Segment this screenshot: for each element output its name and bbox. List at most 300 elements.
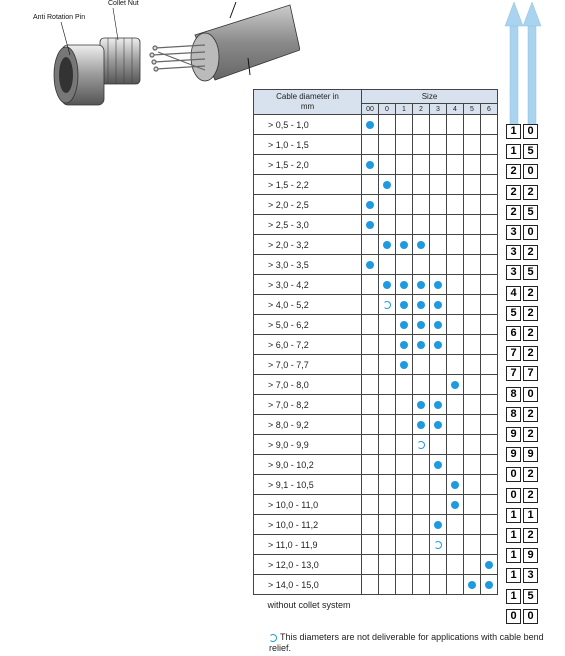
size-cell [413,335,430,355]
size-cell [396,255,413,275]
size-cell [396,575,413,595]
header-cable-diameter: Cable diameter in mm [254,90,362,115]
size-cell [379,115,396,135]
code-digit: 7 [523,366,538,381]
size-cell [430,575,447,595]
size-cell [481,475,498,495]
size-cell [464,135,481,155]
size-header-3: 3 [430,104,447,115]
dot-icon [485,581,493,589]
size-cell [362,555,379,575]
size-cell [413,255,430,275]
dot-icon [434,421,442,429]
size-cell [464,355,481,375]
dot-icon [451,481,459,489]
table-row [254,415,498,435]
code-digit: 0 [523,164,538,179]
diameter-cell: > 9,0 - 10,2 [254,455,362,475]
size-cell [430,355,447,375]
size-cell [413,495,430,515]
size-cell [447,115,464,135]
size-cell [481,435,498,455]
size-header-00: 00 [362,104,379,115]
size-cell [447,215,464,235]
size-cell [447,315,464,335]
code-digit: 5 [506,306,521,321]
size-cell [481,135,498,155]
size-cell [396,395,413,415]
code-digit: 1 [506,144,521,159]
size-cell [396,135,413,155]
size-header-2: 2 [413,104,430,115]
size-cell [447,175,464,195]
code-box [506,306,540,321]
size-cell [413,415,430,435]
size-cell [396,175,413,195]
size-cell [447,535,464,555]
size-cell [430,135,447,155]
table-row [254,475,498,495]
size-header-0: 0 [379,104,396,115]
size-cell [447,255,464,275]
cable-diameter-table [253,89,498,614]
size-cell [481,255,498,275]
up-arrows-icon [503,0,545,125]
dot-icon [434,281,442,289]
code-digit: 9 [506,447,521,462]
dot-icon [383,281,391,289]
size-cell [430,255,447,275]
size-cell [413,535,430,555]
diameter-cell: > 11,0 - 11,9 [254,535,362,555]
size-cell [481,555,498,575]
size-cell [464,395,481,415]
diameter-cell: > 6,0 - 7,2 [254,335,362,355]
code-box [506,286,540,301]
code-digit: 0 [523,609,538,624]
size-cell [362,535,379,555]
size-cell [413,135,430,155]
size-cell [447,455,464,475]
size-cell [481,535,498,555]
size-cell [379,495,396,515]
dot-icon [434,301,442,309]
size-cell [362,215,379,235]
size-cell [481,115,498,135]
size-cell [430,275,447,295]
without-collet-label: without collet system [267,599,351,610]
size-cell [464,175,481,195]
size-cell [413,155,430,175]
size-cell [362,375,379,395]
diameter-cell: > 2,5 - 3,0 [254,215,362,235]
table-row [254,175,498,195]
size-cell [430,375,447,395]
size-cell [413,195,430,215]
size-cell [430,535,447,555]
size-cell [396,475,413,495]
size-cell [464,435,481,455]
diameter-cell: > 2,0 - 3,2 [254,235,362,255]
table-row [254,295,498,315]
code-box [506,528,540,543]
size-cell [362,115,379,135]
size-cell [379,315,396,335]
size-cell [362,155,379,175]
code-digit: 2 [523,427,538,442]
size-cell [379,275,396,295]
code-box [506,387,540,402]
size-cell [430,475,447,495]
size-cell [447,515,464,535]
diameter-cell: > 5,0 - 6,2 [254,315,362,335]
size-cell [413,375,430,395]
code-digit: 2 [523,245,538,260]
code-digit: 5 [523,589,538,604]
size-cell [379,555,396,575]
size-cell [362,315,379,335]
size-cell [396,555,413,575]
code-digit: 2 [523,488,538,503]
dot-icon [434,401,442,409]
size-cell [379,535,396,555]
size-cell [396,195,413,215]
diameter-cell: > 14,0 - 15,0 [254,575,362,595]
size-cell [413,295,430,315]
diameter-cell: > 1,0 - 1,5 [254,135,362,155]
dot-icon [434,341,442,349]
size-cell [464,375,481,395]
half-circle-icon [434,541,442,549]
diameter-cell: > 8,0 - 9,2 [254,415,362,435]
table-row [254,495,498,515]
table-row [254,195,498,215]
size-cell [481,375,498,395]
dot-icon [366,261,374,269]
table-row [254,555,498,575]
dot-icon [400,281,408,289]
table-row [254,535,498,555]
code-digit: 9 [506,427,521,442]
size-cell [396,495,413,515]
diameter-cell: > 10,0 - 11,2 [254,515,362,535]
code-digit: 2 [523,528,538,543]
code-box [506,144,540,159]
diameter-cell: > 9,1 - 10,5 [254,475,362,495]
code-digit: 1 [506,124,521,139]
size-cell [362,395,379,415]
code-digit: 3 [506,265,521,280]
size-cell [362,495,379,515]
size-cell [396,455,413,475]
code-box [506,407,540,422]
size-cell [481,395,498,415]
size-cell [379,415,396,435]
code-digit: 5 [523,205,538,220]
size-cell [464,495,481,515]
size-cell [379,295,396,315]
size-cell [481,235,498,255]
dot-icon [417,301,425,309]
diameter-cell: > 9,0 - 9,9 [254,435,362,455]
code-digit: 8 [506,407,521,422]
size-cell [379,235,396,255]
dot-icon [417,281,425,289]
code-digit: 3 [506,245,521,260]
code-digit: 0 [523,124,538,139]
diameter-cell: > 1,5 - 2,0 [254,155,362,175]
code-digit: 2 [523,346,538,361]
header-size: Size [362,90,498,104]
dot-icon [468,581,476,589]
dot-icon [417,321,425,329]
code-digit: 3 [506,225,521,240]
size-cell [379,475,396,495]
code-box [506,205,540,220]
size-cell [362,175,379,195]
code-digit: 1 [506,508,521,523]
size-header-5: 5 [464,104,481,115]
code-digit: 5 [523,265,538,280]
size-header-1: 1 [396,104,413,115]
diameter-cell: > 7,0 - 7,7 [254,355,362,375]
size-cell [379,435,396,455]
size-cell [464,275,481,295]
size-header-4: 4 [447,104,464,115]
code-digit: 2 [523,326,538,341]
size-cell [396,355,413,375]
size-cell [430,195,447,215]
size-cell [396,275,413,295]
size-cell [413,215,430,235]
dot-icon [485,561,493,569]
size-cell [447,295,464,315]
size-cell [481,515,498,535]
size-cell [396,315,413,335]
dot-icon [400,321,408,329]
size-cell [430,455,447,475]
size-cell [430,235,447,255]
dot-icon [451,381,459,389]
size-cell [413,515,430,535]
size-cell [413,235,430,255]
size-cell [464,255,481,275]
size-cell [481,195,498,215]
size-cell [430,215,447,235]
diameter-cell: > 0,5 - 1,0 [254,115,362,135]
size-cell [413,575,430,595]
dot-icon [366,201,374,209]
code-box [506,488,540,503]
size-cell [396,435,413,455]
size-cell [396,335,413,355]
size-cell [379,355,396,375]
size-cell [447,275,464,295]
footnote-text: This diameters are not deliverable for applications with cable bend relief. [269,632,544,653]
dot-icon [383,241,391,249]
size-cell [362,295,379,315]
size-cell [362,515,379,535]
code-digit: 2 [523,185,538,200]
size-cell [430,115,447,135]
size-cell [362,335,379,355]
anti-rotation-pin-label: Anti Rotation Pin [33,14,86,21]
table-row [254,355,498,375]
dot-icon [434,461,442,469]
size-cell [413,455,430,475]
size-cell [481,275,498,295]
size-cell [447,475,464,495]
table-row [254,115,498,135]
size-cell [379,155,396,175]
size-cell [396,295,413,315]
code-digit: 2 [506,185,521,200]
diameter-cell: > 2,0 - 2,5 [254,195,362,215]
size-cell [447,435,464,455]
code-box [506,245,540,260]
code-digit: 2 [523,286,538,301]
size-cell [430,555,447,575]
code-box [506,124,540,139]
diameter-cell: > 7,0 - 8,0 [254,375,362,395]
size-cell [447,355,464,375]
dot-icon [366,221,374,229]
dot-icon [417,401,425,409]
diameter-cell: > 7,0 - 8,2 [254,395,362,415]
table-row [254,395,498,415]
size-cell [413,555,430,575]
size-cell [362,355,379,375]
size-cell [413,175,430,195]
code-digit: 7 [506,366,521,381]
table-row [254,575,498,595]
table-row [254,275,498,295]
code-box [506,326,540,341]
diameter-cell: > 3,0 - 4,2 [254,275,362,295]
size-cell [413,275,430,295]
table-row [254,315,498,335]
table-row [254,435,498,455]
size-cell [481,335,498,355]
code-digit: 8 [506,387,521,402]
size-cell [447,195,464,215]
dot-icon [400,241,408,249]
size-cell [464,515,481,535]
size-cell [481,455,498,475]
code-digit: 7 [506,346,521,361]
size-cell [464,415,481,435]
size-cell [447,375,464,395]
size-cell [413,355,430,375]
code-box [506,589,540,604]
code-digit: 5 [523,144,538,159]
size-cell [362,275,379,295]
code-box [506,366,540,381]
size-cell [430,175,447,195]
code-digit: 3 [523,568,538,583]
size-cell [379,215,396,235]
size-cell [447,335,464,355]
size-cell [481,175,498,195]
code-digit: 4 [506,286,521,301]
size-cell [430,495,447,515]
size-cell [447,495,464,515]
size-cell [379,515,396,535]
table-row [254,155,498,175]
code-box [506,427,540,442]
code-box [506,225,540,240]
size-cell [362,235,379,255]
size-cell [413,435,430,455]
dot-icon [400,361,408,369]
size-cell [430,435,447,455]
size-cell [464,195,481,215]
size-cell [396,155,413,175]
table-row-last [254,595,498,615]
diameter-cell: > 3,0 - 3,5 [254,255,362,275]
size-cell [447,395,464,415]
dot-icon [400,301,408,309]
code-digit: 6 [506,326,521,341]
size-cell [362,255,379,275]
size-cell [413,395,430,415]
dot-icon [417,341,425,349]
code-box [506,265,540,280]
dot-icon [383,181,391,189]
size-cell [464,215,481,235]
code-digit: 0 [506,609,521,624]
table-row [254,235,498,255]
code-digit: 1 [506,568,521,583]
dot-icon [417,241,425,249]
code-digit: 1 [506,548,521,563]
size-cell [481,215,498,235]
size-cell [379,255,396,275]
size-cell [464,155,481,175]
code-digit: 1 [523,508,538,523]
size-cell [379,375,396,395]
size-cell [379,395,396,415]
size-cell [447,155,464,175]
code-digit: 0 [506,467,521,482]
code-box [506,447,540,462]
size-header-6: 6 [481,104,498,115]
size-cell [447,415,464,435]
code-digit: 2 [506,205,521,220]
size-cell [464,555,481,575]
half-circle-icon [269,634,277,642]
table-row [254,335,498,355]
size-cell [430,155,447,175]
dot-icon [400,341,408,349]
size-cell [430,395,447,415]
size-cell [464,115,481,135]
code-box [506,609,540,624]
code-digit: 2 [506,164,521,179]
size-cell [447,555,464,575]
size-cell [430,415,447,435]
size-cell [379,335,396,355]
size-cell [379,135,396,155]
size-cell [362,575,379,595]
code-digit: 1 [506,589,521,604]
size-cell [430,295,447,315]
size-cell [481,315,498,335]
code-digit: 0 [523,225,538,240]
table-row [254,255,498,275]
dot-icon [451,501,459,509]
size-cell [362,455,379,475]
